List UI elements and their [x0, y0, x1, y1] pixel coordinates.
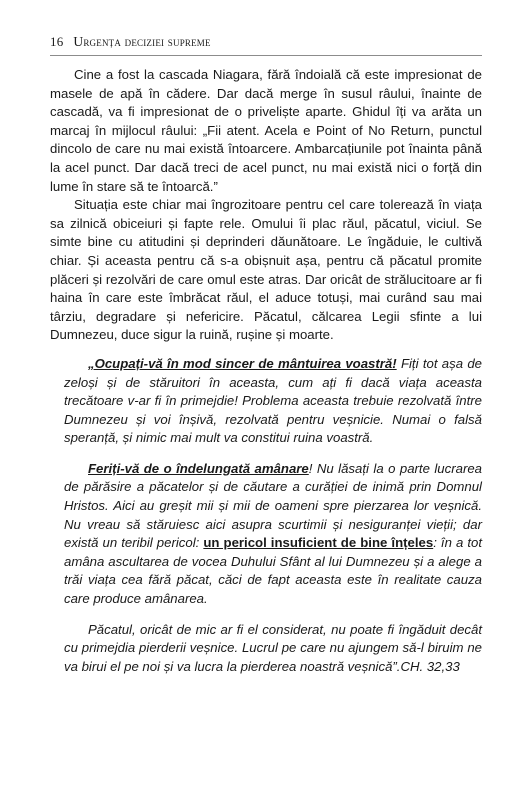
page-number: 16 [50, 34, 64, 49]
quote-paragraph [50, 621, 482, 677]
quote-text: Fiți tot așa de zeloși și de stăruitori în aceasta, cum ați fi dacă viața aceasta trecătoare v-ar fi în primejdie! Problema aceasta trebuie rezolvată între Dumnezeu și voi înșivă, rezolvată pentru veșnicie. Numai o falsă speranță, și nimic mai mult va constitui ruina voastră. [64, 355, 483, 446]
page-body [50, 66, 482, 688]
quote-text: : în a tot amâna ascultarea de vocea Duhului Sfânt al lui Dumnezeu și a alege a trăi viața cea fără păcat, căci de fapt aceasta este în realitate cauza care produce amânarea. [64, 535, 482, 607]
quote-lead: Feriți-vă de o îndelungată amânare [88, 460, 309, 476]
running-header [50, 34, 482, 56]
paragraph: Situația este chiar mai îngrozitoare pentru cel care tolerează în viața sa zilnică obiceiuri și fapte rele. Omului îi plac răul, păcatul, viciul. Se simte bine cu atitudini și deprinderi dăunătoare. Le îngăduie, le cultivă chiar. Și aceasta pentru că s-a obișnuit așa, pentru că păcatul promite plăceri și rezolvări de care omul este atras. Dar oricât de strălucitoare ar fi haina în care este îmbrăcat răul, el aduce totuși, mai curând sau mai târziu, degradare și nefericire. Păcatul, călcarea Legii sfinte a lui Dumnezeu, duce sigur la ruină, rușine și moarte. [50, 197, 482, 343]
quote-text: Păcatul, oricât de mic ar fi el considerat, nu poate fi îngăduit decât cu primejdia pierderii veșnice. Lucrul pe care nu ajungem să-l biruim ne va birui el pe noi și va lucra la pierderea noastră veșnică”.CH. 32,33 [64, 621, 482, 674]
quote-emphasis: un pericol insuficient de bine înțeles [203, 535, 434, 551]
paragraph: Cine a fost la cascada Niagara, fără îndoială că este impresionat de masele de apă în cădere. Dar dacă merge în susul râului, înainte de cascadă, va fi impresionat de o priveliște aparte. Ghidul îți va arăta un marcaj în mijlocul râului: „Fii atent. Acela e Point of No Return, punctul dincolo de care nu mai există întoarcere. Ambarcațiunile pot înainta până la acel punct. Dar dacă treci de acel punct, nu mai există nici o forță din lume în stare să te întoarcă.” [50, 67, 482, 194]
quote-paragraph [50, 460, 482, 609]
quoted-passage [50, 355, 482, 677]
quote-paragraph [50, 355, 482, 448]
chapter-title: Urgența deciziei supreme [73, 34, 211, 49]
quote-text: ! Nu lăsați la o parte lucrarea de părăsire a păcatelor și de căutare a curăției de inimă prin Domnul Hristos. Aici au greșit mii și mii de oameni spre pierzarea lor veșnică. Nu vreau să stăruiesc aici asupra scurtimii și nesiguranței vieții; dar există un teribil pericol: [64, 460, 483, 551]
quote-lead: „Ocupați-vă în mod sincer de mântuirea voastră! [88, 355, 397, 371]
